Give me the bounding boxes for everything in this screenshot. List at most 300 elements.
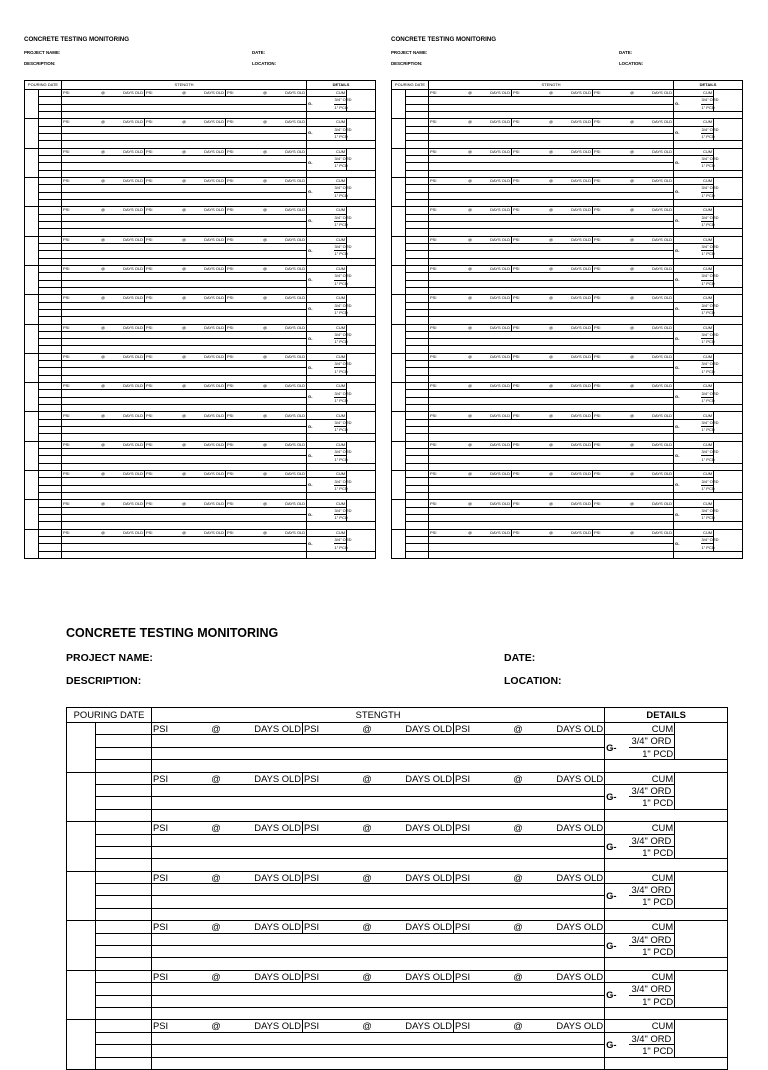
pouring-info-cell[interactable] <box>39 471 62 478</box>
strength-value-cell[interactable] <box>152 933 605 945</box>
strength-value-cell[interactable] <box>62 419 307 426</box>
strength-value-cell[interactable] <box>429 449 674 456</box>
pouring-info-cell[interactable] <box>96 1007 152 1019</box>
pouring-info-cell[interactable] <box>96 995 152 1007</box>
pouring-info-cell[interactable] <box>39 493 62 500</box>
pouring-info-cell[interactable] <box>96 859 152 871</box>
strength-value-cell[interactable] <box>429 111 674 118</box>
pouring-info-cell[interactable] <box>406 317 429 324</box>
pouring-date-cell[interactable] <box>25 441 39 470</box>
pouring-info-cell[interactable] <box>406 361 429 368</box>
strength-value-cell[interactable] <box>62 287 307 294</box>
pouring-info-cell[interactable] <box>39 155 62 162</box>
strength-value-cell[interactable] <box>62 111 307 118</box>
pouring-info-cell[interactable] <box>39 324 62 331</box>
pouring-info-cell[interactable] <box>406 353 429 360</box>
strength-value-cell[interactable] <box>62 478 307 485</box>
pouring-info-cell[interactable] <box>39 434 62 441</box>
pouring-info-cell[interactable] <box>96 983 152 995</box>
strength-value-cell[interactable] <box>62 405 307 412</box>
pouring-date-cell[interactable] <box>392 383 406 412</box>
strength-value-cell[interactable] <box>429 397 674 404</box>
strength-value-cell[interactable] <box>62 515 307 522</box>
pouring-info-cell[interactable] <box>406 449 429 456</box>
pouring-info-cell[interactable] <box>406 163 429 170</box>
pouring-info-cell[interactable] <box>39 258 62 265</box>
strength-value-cell[interactable] <box>429 368 674 375</box>
pouring-info-cell[interactable] <box>406 463 429 470</box>
pouring-info-cell[interactable] <box>406 493 429 500</box>
pouring-info-cell[interactable] <box>39 544 62 551</box>
strength-value-cell[interactable] <box>62 97 307 104</box>
strength-value-cell[interactable] <box>152 983 605 995</box>
pouring-info-cell[interactable] <box>39 207 62 214</box>
pouring-info-cell[interactable] <box>39 90 62 97</box>
strength-value-cell[interactable] <box>62 397 307 404</box>
pouring-info-cell[interactable] <box>406 273 429 280</box>
pouring-info-cell[interactable] <box>406 251 429 258</box>
pouring-info-cell[interactable] <box>39 346 62 353</box>
pouring-date-cell[interactable] <box>67 822 96 872</box>
strength-value-cell[interactable] <box>429 141 674 148</box>
pouring-info-cell[interactable] <box>39 119 62 126</box>
pouring-info-cell[interactable] <box>39 507 62 514</box>
strength-value-cell[interactable] <box>429 346 674 353</box>
strength-value-cell[interactable] <box>62 375 307 382</box>
strength-value-cell[interactable] <box>429 251 674 258</box>
strength-value-cell[interactable] <box>429 163 674 170</box>
strength-value-cell[interactable] <box>62 551 307 558</box>
pouring-info-cell[interactable] <box>96 1020 152 1032</box>
strength-value-cell[interactable] <box>152 760 605 772</box>
strength-value-cell[interactable] <box>429 507 674 514</box>
pouring-info-cell[interactable] <box>39 419 62 426</box>
strength-value-cell[interactable] <box>429 273 674 280</box>
pouring-info-cell[interactable] <box>406 471 429 478</box>
pouring-info-cell[interactable] <box>406 412 429 419</box>
pouring-info-cell[interactable] <box>96 784 152 796</box>
pouring-info-cell[interactable] <box>39 441 62 448</box>
strength-value-cell[interactable] <box>429 302 674 309</box>
pouring-info-cell[interactable] <box>39 133 62 140</box>
strength-value-cell[interactable] <box>62 170 307 177</box>
strength-value-cell[interactable] <box>62 434 307 441</box>
pouring-date-cell[interactable] <box>67 1020 96 1070</box>
pouring-info-cell[interactable] <box>39 551 62 558</box>
strength-value-cell[interactable] <box>429 317 674 324</box>
pouring-date-cell[interactable] <box>67 970 96 1020</box>
pouring-info-cell[interactable] <box>39 361 62 368</box>
pouring-info-cell[interactable] <box>96 908 152 920</box>
pouring-date-cell[interactable] <box>25 500 39 529</box>
pouring-date-cell[interactable] <box>25 324 39 353</box>
pouring-info-cell[interactable] <box>406 214 429 221</box>
pouring-date-cell[interactable] <box>25 471 39 500</box>
pouring-info-cell[interactable] <box>406 243 429 250</box>
pouring-date-cell[interactable] <box>25 148 39 177</box>
pouring-info-cell[interactable] <box>406 500 429 507</box>
pouring-info-cell[interactable] <box>406 397 429 404</box>
pouring-info-cell[interactable] <box>406 309 429 316</box>
strength-value-cell[interactable] <box>429 493 674 500</box>
pouring-info-cell[interactable] <box>96 834 152 846</box>
pouring-info-cell[interactable] <box>39 522 62 529</box>
strength-value-cell[interactable] <box>152 1057 605 1069</box>
pouring-info-cell[interactable] <box>96 760 152 772</box>
pouring-date-cell[interactable] <box>392 236 406 265</box>
pouring-info-cell[interactable] <box>406 221 429 228</box>
strength-value-cell[interactable] <box>429 339 674 346</box>
pouring-info-cell[interactable] <box>406 427 429 434</box>
strength-value-cell[interactable] <box>152 946 605 958</box>
pouring-info-cell[interactable] <box>39 353 62 360</box>
pouring-info-cell[interactable] <box>96 1057 152 1069</box>
strength-value-cell[interactable] <box>429 309 674 316</box>
pouring-info-cell[interactable] <box>96 1032 152 1044</box>
strength-value-cell[interactable] <box>429 478 674 485</box>
strength-value-cell[interactable] <box>152 834 605 846</box>
pouring-info-cell[interactable] <box>406 287 429 294</box>
pouring-info-cell[interactable] <box>406 529 429 536</box>
pouring-date-cell[interactable] <box>392 324 406 353</box>
pouring-info-cell[interactable] <box>96 797 152 809</box>
pouring-info-cell[interactable] <box>96 933 152 945</box>
pouring-info-cell[interactable] <box>406 229 429 236</box>
strength-value-cell[interactable] <box>62 507 307 514</box>
pouring-info-cell[interactable] <box>406 537 429 544</box>
pouring-date-cell[interactable] <box>25 236 39 265</box>
strength-value-cell[interactable] <box>62 449 307 456</box>
pouring-info-cell[interactable] <box>39 104 62 111</box>
strength-value-cell[interactable] <box>62 185 307 192</box>
pouring-info-cell[interactable] <box>406 199 429 206</box>
strength-value-cell[interactable] <box>429 192 674 199</box>
pouring-info-cell[interactable] <box>39 126 62 133</box>
strength-value-cell[interactable] <box>62 163 307 170</box>
pouring-date-cell[interactable] <box>392 265 406 294</box>
pouring-info-cell[interactable] <box>406 522 429 529</box>
pouring-info-cell[interactable] <box>406 405 429 412</box>
strength-value-cell[interactable] <box>62 251 307 258</box>
strength-value-cell[interactable] <box>152 797 605 809</box>
strength-value-cell[interactable] <box>152 846 605 858</box>
pouring-info-cell[interactable] <box>96 946 152 958</box>
pouring-info-cell[interactable] <box>96 723 152 735</box>
pouring-info-cell[interactable] <box>39 317 62 324</box>
pouring-info-cell[interactable] <box>39 97 62 104</box>
strength-value-cell[interactable] <box>62 544 307 551</box>
pouring-date-cell[interactable] <box>67 723 96 773</box>
pouring-info-cell[interactable] <box>39 405 62 412</box>
pouring-info-cell[interactable] <box>406 324 429 331</box>
pouring-date-cell[interactable] <box>392 207 406 236</box>
strength-value-cell[interactable] <box>62 155 307 162</box>
pouring-info-cell[interactable] <box>406 155 429 162</box>
pouring-info-cell[interactable] <box>96 871 152 883</box>
pouring-date-cell[interactable] <box>392 119 406 148</box>
pouring-info-cell[interactable] <box>406 192 429 199</box>
strength-value-cell[interactable] <box>152 747 605 759</box>
pouring-date-cell[interactable] <box>67 772 96 822</box>
pouring-info-cell[interactable] <box>39 456 62 463</box>
strength-value-cell[interactable] <box>429 214 674 221</box>
strength-value-cell[interactable] <box>62 243 307 250</box>
pouring-info-cell[interactable] <box>96 970 152 982</box>
pouring-info-cell[interactable] <box>39 331 62 338</box>
pouring-info-cell[interactable] <box>39 339 62 346</box>
strength-value-cell[interactable] <box>152 896 605 908</box>
pouring-info-cell[interactable] <box>406 141 429 148</box>
pouring-info-cell[interactable] <box>39 192 62 199</box>
pouring-info-cell[interactable] <box>406 339 429 346</box>
pouring-date-cell[interactable] <box>392 177 406 206</box>
pouring-info-cell[interactable] <box>406 126 429 133</box>
pouring-info-cell[interactable] <box>39 485 62 492</box>
pouring-info-cell[interactable] <box>39 236 62 243</box>
strength-value-cell[interactable] <box>62 427 307 434</box>
pouring-info-cell[interactable] <box>406 434 429 441</box>
pouring-info-cell[interactable] <box>39 177 62 184</box>
pouring-info-cell[interactable] <box>406 551 429 558</box>
strength-value-cell[interactable] <box>152 859 605 871</box>
strength-value-cell[interactable] <box>429 199 674 206</box>
strength-value-cell[interactable] <box>152 735 605 747</box>
pouring-info-cell[interactable] <box>39 273 62 280</box>
strength-value-cell[interactable] <box>429 522 674 529</box>
pouring-date-cell[interactable] <box>25 529 39 558</box>
strength-value-cell[interactable] <box>62 317 307 324</box>
pouring-info-cell[interactable] <box>406 104 429 111</box>
strength-value-cell[interactable] <box>152 1032 605 1044</box>
pouring-info-cell[interactable] <box>406 177 429 184</box>
pouring-date-cell[interactable] <box>25 207 39 236</box>
pouring-date-cell[interactable] <box>392 353 406 382</box>
strength-value-cell[interactable] <box>429 243 674 250</box>
pouring-info-cell[interactable] <box>96 884 152 896</box>
pouring-info-cell[interactable] <box>39 537 62 544</box>
pouring-info-cell[interactable] <box>39 449 62 456</box>
pouring-date-cell[interactable] <box>392 529 406 558</box>
pouring-info-cell[interactable] <box>406 383 429 390</box>
pouring-info-cell[interactable] <box>406 515 429 522</box>
strength-value-cell[interactable] <box>62 280 307 287</box>
pouring-info-cell[interactable] <box>96 958 152 970</box>
pouring-info-cell[interactable] <box>406 346 429 353</box>
strength-value-cell[interactable] <box>429 551 674 558</box>
strength-value-cell[interactable] <box>62 302 307 309</box>
strength-value-cell[interactable] <box>429 456 674 463</box>
pouring-info-cell[interactable] <box>39 383 62 390</box>
strength-value-cell[interactable] <box>429 229 674 236</box>
strength-value-cell[interactable] <box>62 463 307 470</box>
pouring-info-cell[interactable] <box>39 500 62 507</box>
pouring-date-cell[interactable] <box>25 295 39 324</box>
pouring-date-cell[interactable] <box>392 441 406 470</box>
pouring-info-cell[interactable] <box>406 302 429 309</box>
strength-value-cell[interactable] <box>429 280 674 287</box>
strength-value-cell[interactable] <box>429 287 674 294</box>
pouring-info-cell[interactable] <box>39 170 62 177</box>
strength-value-cell[interactable] <box>429 375 674 382</box>
pouring-info-cell[interactable] <box>39 221 62 228</box>
strength-value-cell[interactable] <box>62 309 307 316</box>
pouring-info-cell[interactable] <box>39 302 62 309</box>
strength-value-cell[interactable] <box>62 133 307 140</box>
pouring-info-cell[interactable] <box>406 390 429 397</box>
pouring-info-cell[interactable] <box>406 119 429 126</box>
pouring-info-cell[interactable] <box>406 185 429 192</box>
strength-value-cell[interactable] <box>62 361 307 368</box>
pouring-info-cell[interactable] <box>96 809 152 821</box>
pouring-info-cell[interactable] <box>39 397 62 404</box>
pouring-info-cell[interactable] <box>39 295 62 302</box>
strength-value-cell[interactable] <box>62 126 307 133</box>
strength-value-cell[interactable] <box>62 221 307 228</box>
strength-value-cell[interactable] <box>62 339 307 346</box>
pouring-info-cell[interactable] <box>406 419 429 426</box>
pouring-info-cell[interactable] <box>406 258 429 265</box>
strength-value-cell[interactable] <box>429 258 674 265</box>
pouring-date-cell[interactable] <box>392 90 406 119</box>
strength-value-cell[interactable] <box>62 368 307 375</box>
strength-value-cell[interactable] <box>429 133 674 140</box>
pouring-info-cell[interactable] <box>39 265 62 272</box>
strength-value-cell[interactable] <box>62 229 307 236</box>
pouring-date-cell[interactable] <box>67 871 96 921</box>
pouring-info-cell[interactable] <box>406 368 429 375</box>
pouring-info-cell[interactable] <box>406 375 429 382</box>
strength-value-cell[interactable] <box>429 170 674 177</box>
strength-value-cell[interactable] <box>152 1007 605 1019</box>
pouring-date-cell[interactable] <box>25 90 39 119</box>
strength-value-cell[interactable] <box>429 485 674 492</box>
strength-value-cell[interactable] <box>62 390 307 397</box>
strength-value-cell[interactable] <box>62 192 307 199</box>
pouring-date-cell[interactable] <box>25 412 39 441</box>
pouring-info-cell[interactable] <box>39 368 62 375</box>
pouring-info-cell[interactable] <box>96 822 152 834</box>
pouring-info-cell[interactable] <box>96 772 152 784</box>
pouring-info-cell[interactable] <box>406 97 429 104</box>
strength-value-cell[interactable] <box>62 485 307 492</box>
strength-value-cell[interactable] <box>62 141 307 148</box>
pouring-info-cell[interactable] <box>406 148 429 155</box>
strength-value-cell[interactable] <box>152 784 605 796</box>
pouring-info-cell[interactable] <box>406 280 429 287</box>
strength-value-cell[interactable] <box>429 537 674 544</box>
strength-value-cell[interactable] <box>429 544 674 551</box>
strength-value-cell[interactable] <box>429 97 674 104</box>
pouring-info-cell[interactable] <box>39 214 62 221</box>
strength-value-cell[interactable] <box>429 463 674 470</box>
pouring-info-cell[interactable] <box>39 111 62 118</box>
pouring-info-cell[interactable] <box>39 390 62 397</box>
pouring-date-cell[interactable] <box>25 177 39 206</box>
pouring-info-cell[interactable] <box>406 507 429 514</box>
strength-value-cell[interactable] <box>62 346 307 353</box>
pouring-info-cell[interactable] <box>406 133 429 140</box>
pouring-info-cell[interactable] <box>406 478 429 485</box>
strength-value-cell[interactable] <box>62 273 307 280</box>
pouring-info-cell[interactable] <box>406 111 429 118</box>
strength-value-cell[interactable] <box>62 537 307 544</box>
pouring-date-cell[interactable] <box>25 265 39 294</box>
strength-value-cell[interactable] <box>62 104 307 111</box>
strength-value-cell[interactable] <box>429 104 674 111</box>
strength-value-cell[interactable] <box>62 258 307 265</box>
pouring-date-cell[interactable] <box>25 383 39 412</box>
pouring-date-cell[interactable] <box>392 148 406 177</box>
pouring-info-cell[interactable] <box>39 515 62 522</box>
strength-value-cell[interactable] <box>62 214 307 221</box>
pouring-info-cell[interactable] <box>406 544 429 551</box>
pouring-info-cell[interactable] <box>406 207 429 214</box>
strength-value-cell[interactable] <box>429 331 674 338</box>
pouring-info-cell[interactable] <box>96 735 152 747</box>
pouring-info-cell[interactable] <box>39 229 62 236</box>
pouring-info-cell[interactable] <box>406 331 429 338</box>
pouring-info-cell[interactable] <box>39 280 62 287</box>
strength-value-cell[interactable] <box>429 427 674 434</box>
pouring-info-cell[interactable] <box>96 747 152 759</box>
pouring-date-cell[interactable] <box>67 921 96 971</box>
strength-value-cell[interactable] <box>62 331 307 338</box>
pouring-date-cell[interactable] <box>392 412 406 441</box>
strength-value-cell[interactable] <box>429 405 674 412</box>
pouring-info-cell[interactable] <box>39 375 62 382</box>
pouring-info-cell[interactable] <box>39 251 62 258</box>
pouring-info-cell[interactable] <box>39 412 62 419</box>
pouring-info-cell[interactable] <box>406 441 429 448</box>
pouring-date-cell[interactable] <box>25 353 39 382</box>
pouring-info-cell[interactable] <box>39 309 62 316</box>
pouring-info-cell[interactable] <box>406 265 429 272</box>
strength-value-cell[interactable] <box>429 515 674 522</box>
pouring-date-cell[interactable] <box>392 471 406 500</box>
pouring-info-cell[interactable] <box>39 478 62 485</box>
strength-value-cell[interactable] <box>62 493 307 500</box>
strength-value-cell[interactable] <box>152 908 605 920</box>
pouring-info-cell[interactable] <box>406 170 429 177</box>
pouring-date-cell[interactable] <box>25 119 39 148</box>
strength-value-cell[interactable] <box>429 419 674 426</box>
pouring-info-cell[interactable] <box>39 427 62 434</box>
strength-value-cell[interactable] <box>429 185 674 192</box>
pouring-info-cell[interactable] <box>39 463 62 470</box>
strength-value-cell[interactable] <box>152 1045 605 1057</box>
pouring-info-cell[interactable] <box>96 896 152 908</box>
strength-value-cell[interactable] <box>429 155 674 162</box>
pouring-info-cell[interactable] <box>39 243 62 250</box>
strength-value-cell[interactable] <box>152 958 605 970</box>
pouring-info-cell[interactable] <box>39 141 62 148</box>
strength-value-cell[interactable] <box>152 995 605 1007</box>
strength-value-cell[interactable] <box>429 221 674 228</box>
pouring-info-cell[interactable] <box>39 529 62 536</box>
strength-value-cell[interactable] <box>429 126 674 133</box>
pouring-info-cell[interactable] <box>39 148 62 155</box>
pouring-info-cell[interactable] <box>39 199 62 206</box>
pouring-info-cell[interactable] <box>406 295 429 302</box>
strength-value-cell[interactable] <box>62 456 307 463</box>
pouring-info-cell[interactable] <box>96 921 152 933</box>
pouring-info-cell[interactable] <box>406 236 429 243</box>
pouring-info-cell[interactable] <box>39 185 62 192</box>
strength-value-cell[interactable] <box>429 361 674 368</box>
strength-value-cell[interactable] <box>62 199 307 206</box>
strength-value-cell[interactable] <box>429 434 674 441</box>
strength-value-cell[interactable] <box>62 522 307 529</box>
